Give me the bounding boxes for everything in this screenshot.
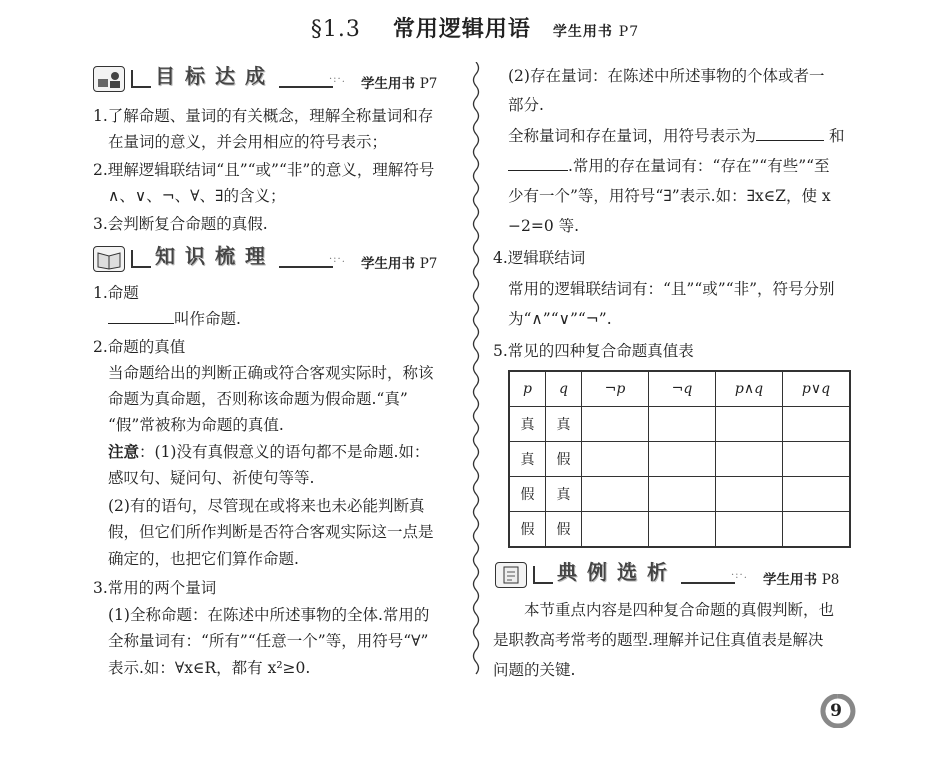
section-title: 常用逻辑用语: [392, 17, 531, 42]
table-cell: [783, 477, 851, 512]
goal-line: 在量词的意义，并会用相应的符号表示；: [108, 133, 388, 151]
table-cell: 假: [546, 512, 582, 548]
fill-blank: [508, 156, 568, 171]
goal-line: 1.了解命题、量词的有关概念，理解全称量词和存: [93, 107, 434, 125]
item-text: 叫作命题.: [108, 307, 241, 329]
banner-knowledge: [93, 244, 473, 274]
item-title: 1.命题: [93, 284, 139, 302]
summary-line: 本节重点内容是四种复合命题的真假判断，也: [524, 601, 835, 619]
item-text: 全称量词和存在量词，用符号表示为 和: [508, 127, 845, 145]
banner-goals: [93, 64, 473, 94]
summary-line: 问题的关键.: [493, 661, 576, 679]
table-row: [509, 512, 850, 548]
table-cell: 假: [546, 442, 582, 477]
table-cell: [649, 442, 716, 477]
banner-examples: [495, 560, 875, 590]
table-header-cell: q: [546, 371, 582, 407]
table-cell: [582, 407, 649, 442]
section-number: §1.3: [310, 17, 361, 42]
item-text: .常用的存在量词有：“存在”“有些”“至: [508, 154, 830, 176]
banner-title: 知识梳理: [151, 240, 279, 269]
item-text: −2=0 等.: [508, 217, 580, 235]
note-line: 假，但它们所作判断是否符合客观实际这一点是: [108, 523, 434, 541]
note-line: 感叹句、疑问句、祈使句等等.: [108, 469, 315, 487]
item-text: 部分.: [508, 96, 544, 114]
truth-table: [508, 370, 851, 548]
item-text: 当命题给出的判断正确或符合客观实际时，称该: [108, 364, 434, 382]
item-text: 为“∧”“∨”“¬”.: [508, 310, 612, 328]
item-text: 全称量词有：“所有”“任意一个”等，用符号“∀”: [108, 632, 429, 650]
item-text: 命题为真命题，否则称该命题为假命题.“真”: [108, 390, 408, 408]
table-cell: 真: [509, 407, 546, 442]
table-cell: 真: [509, 442, 546, 477]
table-cell: [783, 407, 851, 442]
banner-reference: 学生用书 P7: [361, 256, 438, 272]
table-header-cell: ¬q: [649, 371, 716, 407]
table-cell: [649, 477, 716, 512]
table-header-cell: p∨q: [783, 371, 851, 407]
table-cell: 假: [509, 477, 546, 512]
item-text: 表示.如：∀x∈R，都有 x²≥0.: [108, 659, 311, 677]
table-cell: [582, 512, 649, 548]
table-cell: [716, 407, 783, 442]
fill-blank: [108, 309, 174, 324]
table-cell: 真: [546, 407, 582, 442]
note-line: 确定的，也把它们算作命题.: [108, 550, 299, 568]
column-divider: [469, 62, 483, 682]
dots-decoration: ·:·.: [329, 254, 346, 265]
note-line: (2)有的语句，尽管现在或将来也未必能判断真: [108, 497, 425, 515]
item-title: 5.常见的四种复合命题真值表: [493, 342, 694, 360]
table-cell: [716, 477, 783, 512]
table-header-cell: ¬p: [582, 371, 649, 407]
table-cell: [649, 512, 716, 548]
item-title: 3.常用的两个量词: [93, 579, 217, 597]
banner-title: 目标达成: [151, 60, 279, 89]
table-header-cell: p: [509, 371, 546, 407]
banner-title: 典例选析: [553, 556, 681, 585]
item-text: (1)全称命题：在陈述中所述事物的全体.常用的: [108, 606, 430, 624]
page-number-badge: [818, 694, 856, 728]
document-icon: [495, 562, 527, 588]
table-cell: 假: [509, 512, 546, 548]
table-cell: [582, 442, 649, 477]
banner-reference: 学生用书 P7: [361, 76, 438, 92]
note-line: 注意：(1)没有真假意义的语句都不是命题.如：: [108, 442, 430, 461]
table-row: [509, 477, 850, 512]
table-cell: [783, 512, 851, 548]
table-cell: [783, 442, 851, 477]
table-cell: [582, 477, 649, 512]
table-header-row: [509, 371, 850, 407]
banner-reference: 学生用书 P8: [763, 572, 840, 588]
dots-decoration: ·:·.: [329, 74, 346, 85]
book-icon: [93, 246, 125, 272]
goal-line: 2.理解逻辑联结词“且”“或”“非”的意义，理解符号: [93, 161, 435, 179]
item-text: 少有一个”等，用符号“∃”表示.如：∃x∈Z，使 x: [508, 187, 831, 205]
item-text: “假”常被称为命题的真值.: [108, 416, 284, 434]
page-number: 9: [830, 701, 842, 721]
dots-decoration: ·:·.: [731, 570, 748, 581]
goal-line: 3.会判断复合命题的真假.: [93, 215, 268, 233]
fill-blank: [756, 126, 824, 141]
table-row: [509, 442, 850, 477]
goal-line: ∧、∨、¬、∀、∃的含义；: [108, 187, 286, 205]
reader-icon: [93, 66, 125, 92]
table-row: [509, 407, 850, 442]
page-title: [0, 12, 950, 43]
item-text: 常用的逻辑联结词有：“且”“或”“非”，符号分别: [508, 280, 835, 298]
table-header-cell: p∧q: [716, 371, 783, 407]
header-reference: 学生用书 P7: [552, 24, 640, 40]
item-text: (2)存在量词：在陈述中所述事物的个体或者一: [508, 67, 825, 85]
table-cell: [716, 512, 783, 548]
item-title: 4.逻辑联结词: [493, 249, 586, 267]
summary-line: 是职教高考常考的题型.理解并记住真值表是解决: [493, 631, 824, 649]
table-cell: 真: [546, 477, 582, 512]
table-cell: [649, 407, 716, 442]
item-title: 2.命题的真值: [93, 338, 186, 356]
table-cell: [716, 442, 783, 477]
